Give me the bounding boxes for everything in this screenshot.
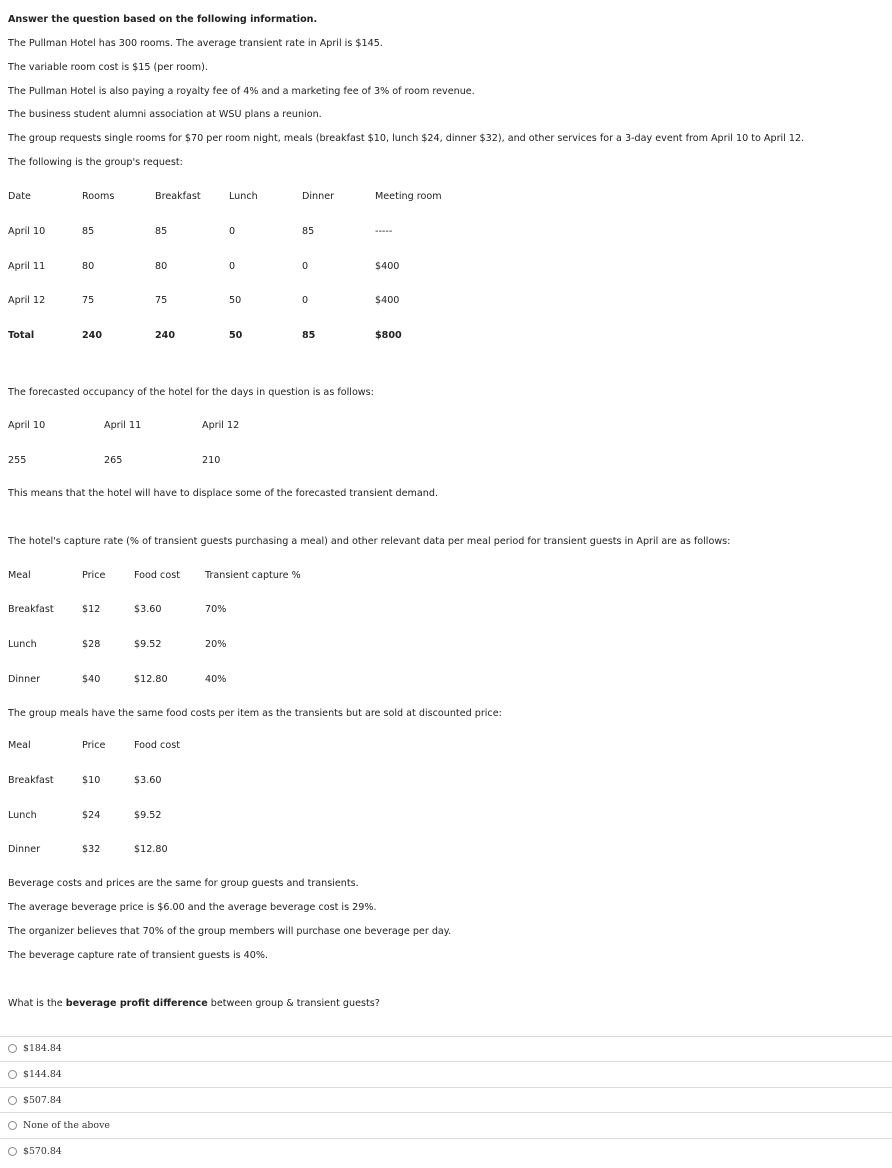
intro-line: The Pullman Hotel has 300 rooms. The average transient rate in April is $145. — [8, 38, 383, 49]
option-label: $507.84 — [23, 1094, 62, 1106]
occupancy-header: April 12 — [202, 420, 240, 431]
table-header: Meeting room — [375, 191, 442, 202]
intro-line: The Pullman Hotel is also paying a royalty fee of 4% and a marketing fee of 3% of room revenue. — [8, 86, 475, 97]
capture-cell: 40% — [205, 674, 227, 685]
table-cell: 75 — [155, 295, 168, 306]
group-meal-cell: $10 — [82, 775, 101, 786]
capture-header: Price — [82, 570, 106, 581]
radio-button[interactable] — [8, 1044, 17, 1053]
answer-option[interactable] — [8, 1067, 62, 1081]
table-total-cell: 240 — [155, 330, 176, 341]
table-header: Lunch — [229, 191, 258, 202]
capture-cell: 70% — [205, 604, 227, 615]
group-meal-cell: Lunch — [8, 810, 37, 821]
capture-cell: Lunch — [8, 639, 37, 650]
occupancy-text: The forecasted occupancy of the hotel for the days in question is as follows: — [8, 387, 374, 398]
option-label: None of the above — [23, 1119, 110, 1131]
option-divider — [0, 1061, 892, 1062]
capture-cell: $40 — [82, 674, 101, 685]
radio-button[interactable] — [8, 1070, 17, 1079]
option-label: $570.84 — [23, 1145, 62, 1157]
table-cell: 0 — [229, 226, 236, 237]
capture-cell: 20% — [205, 639, 227, 650]
capture-cell: Dinner — [8, 674, 41, 685]
option-label: $184.84 — [23, 1042, 62, 1054]
group-meal-cell: $3.60 — [134, 775, 162, 786]
question-suffix: between group & transient guests? — [207, 998, 380, 1009]
answer-option[interactable] — [8, 1093, 62, 1107]
table-cell: $400 — [375, 295, 400, 306]
beverage-line: The organizer believes that 70% of the group members will purchase one beverage per day. — [8, 926, 452, 937]
intro-line: The group requests single rooms for $70 per room night, meals (breakfast $10, lunch $24, dinner $32), and other services for a 3-day event from April 10 to April 12. — [8, 133, 805, 144]
occupancy-header: April 10 — [8, 420, 46, 431]
intro-line: The following is the group's request: — [8, 157, 183, 168]
table-header: Date — [8, 191, 31, 202]
capture-cell: $12.80 — [134, 674, 168, 685]
table-cell: 0 — [302, 261, 309, 272]
capture-header: Meal — [8, 570, 31, 581]
table-cell: 50 — [229, 295, 242, 306]
option-label: $144.84 — [23, 1068, 62, 1080]
capture-header: Food cost — [134, 570, 180, 581]
instruction-text: Answer the question based on the following information. — [8, 14, 318, 25]
group-meal-cell: $24 — [82, 810, 101, 821]
table-cell: 0 — [229, 261, 236, 272]
table-cell: 85 — [82, 226, 95, 237]
capture-cell: $12 — [82, 604, 101, 615]
table-header: Dinner — [302, 191, 335, 202]
option-divider — [0, 1036, 892, 1037]
table-total-cell: 240 — [82, 330, 103, 341]
question-emphasis: beverage profit difference — [65, 998, 208, 1009]
radio-button[interactable] — [8, 1096, 17, 1105]
table-cell: April 11 — [8, 261, 46, 272]
capture-cell: Breakfast — [8, 604, 54, 615]
capture-cell: $9.52 — [134, 639, 162, 650]
intro-line: The business student alumni association at WSU plans a reunion. — [8, 109, 322, 120]
table-cell: 80 — [82, 261, 95, 272]
table-cell: 85 — [155, 226, 168, 237]
radio-button[interactable] — [8, 1121, 17, 1130]
answer-option[interactable] — [8, 1144, 62, 1158]
occupancy-header: April 11 — [104, 420, 142, 431]
table-total-cell: 85 — [302, 330, 316, 341]
radio-button[interactable] — [8, 1147, 17, 1156]
question-text — [8, 997, 380, 1011]
option-divider — [0, 1087, 892, 1088]
table-cell: 80 — [155, 261, 168, 272]
answer-option[interactable] — [8, 1041, 62, 1055]
option-divider — [0, 1112, 892, 1113]
table-header: Breakfast — [155, 191, 201, 202]
group-meals-text: The group meals have the same food costs per item as the transients but are sold at discounted price: — [8, 708, 502, 719]
table-cell: $400 — [375, 261, 400, 272]
group-meal-cell: Breakfast — [8, 775, 54, 786]
occupancy-value: 265 — [104, 455, 123, 466]
group-meal-header: Price — [82, 740, 106, 751]
beverage-line: The average beverage price is $6.00 and the average beverage cost is 29%. — [8, 902, 377, 913]
beverage-line: Beverage costs and prices are the same for group guests and transients. — [8, 878, 359, 889]
table-total-cell: 50 — [229, 330, 243, 341]
table-cell: 75 — [82, 295, 95, 306]
table-total-label: Total — [8, 330, 35, 341]
table-header: Rooms — [82, 191, 115, 202]
intro-line: The variable room cost is $15 (per room). — [8, 62, 208, 73]
group-meal-cell: Dinner — [8, 844, 41, 855]
question-prefix: What is the — [8, 998, 66, 1009]
table-cell: 0 — [302, 295, 309, 306]
group-meal-cell: $9.52 — [134, 810, 162, 821]
group-meal-cell: $32 — [82, 844, 101, 855]
occupancy-value: 210 — [202, 455, 221, 466]
capture-text: The hotel's capture rate (% of transient guests purchasing a meal) and other relevant data per meal period for transient guests in April are as follows: — [8, 536, 731, 547]
table-total-cell: $800 — [375, 330, 402, 341]
table-cell: 85 — [302, 226, 315, 237]
occupancy-value: 255 — [8, 455, 27, 466]
table-cell: ----- — [375, 226, 393, 237]
capture-cell: $3.60 — [134, 604, 162, 615]
table-cell: April 10 — [8, 226, 46, 237]
group-meal-header: Meal — [8, 740, 31, 751]
answer-option[interactable] — [8, 1118, 110, 1132]
capture-cell: $28 — [82, 639, 101, 650]
displacement-note: This means that the hotel will have to displace some of the forecasted transient demand. — [8, 488, 438, 499]
beverage-line: The beverage capture rate of transient guests is 40%. — [8, 950, 269, 961]
group-meal-header: Food cost — [134, 740, 180, 751]
capture-header: Transient capture % — [205, 570, 301, 581]
table-cell: April 12 — [8, 295, 46, 306]
option-divider — [0, 1138, 892, 1139]
group-meal-cell: $12.80 — [134, 844, 168, 855]
